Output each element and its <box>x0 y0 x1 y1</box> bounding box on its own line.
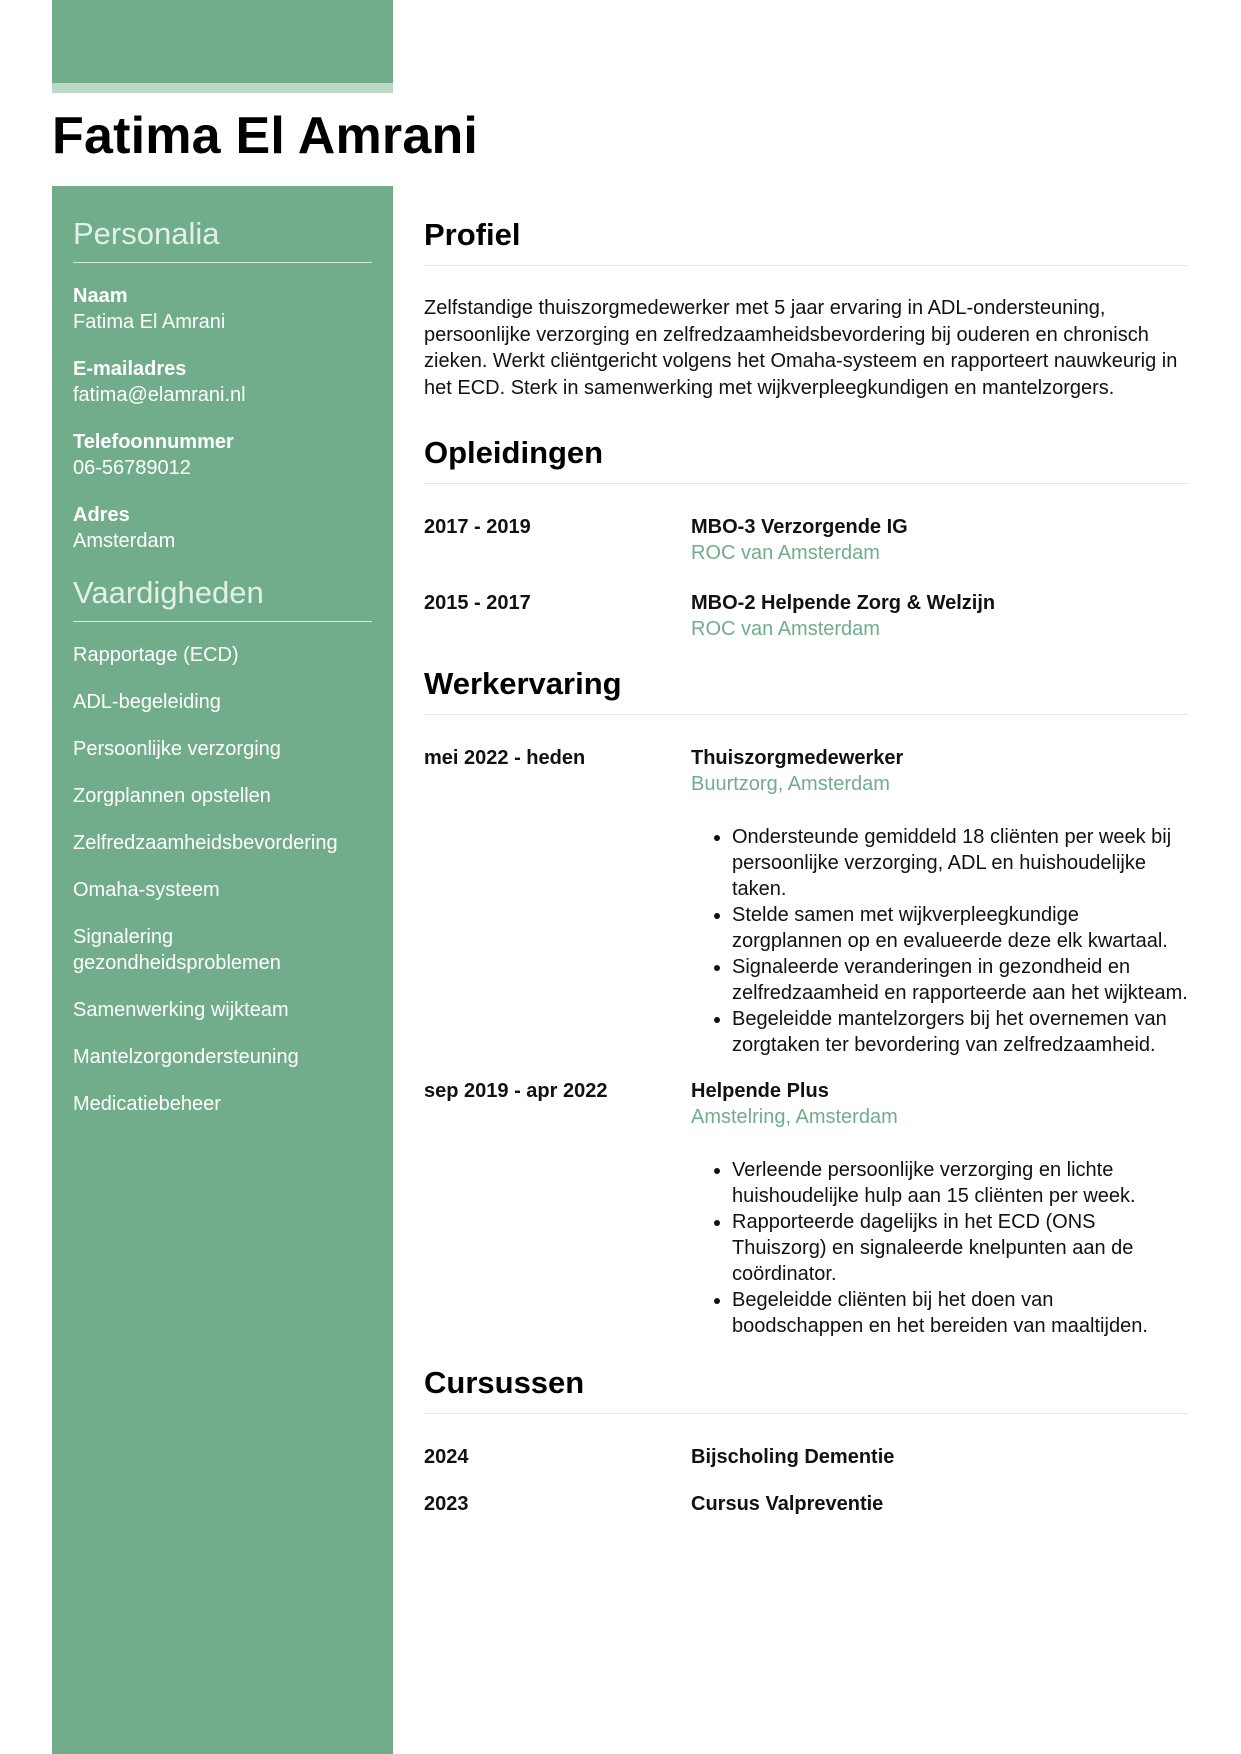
skill-item: Persoonlijke verzorging <box>73 738 281 760</box>
bullet-item: • Begeleidde mantelzorgers bij het overnemen van zorgtaken ter bevordering van zelfredzaamheid. <box>732 1006 1188 1058</box>
entry-body <box>691 745 1188 1058</box>
education-list <box>424 514 1188 642</box>
personalia-label: Adres <box>73 504 130 526</box>
entry-title: MBO-2 Helpende Zorg & Welzijn <box>691 592 996 614</box>
bullet-item: • Ondersteunde gemiddeld 18 cliënten per week bij persoonlijke verzorging, ADL en huishoudelijke taken. <box>732 824 1188 902</box>
skills-list <box>73 642 372 1117</box>
work-list <box>424 745 1188 1339</box>
skill-item: Omaha-systeem <box>73 879 220 901</box>
profile-section <box>424 217 1188 401</box>
course-entry <box>424 1491 1188 1517</box>
personalia-label: Naam <box>73 285 128 307</box>
entry-body <box>691 1444 1188 1470</box>
work-entry <box>424 1078 1188 1339</box>
skill-item: Mantelzorgondersteuning <box>73 1046 299 1068</box>
personalia-item-adres <box>73 502 372 554</box>
entry-date: 2024 <box>424 1446 469 1468</box>
bullet-item: • Verleende persoonlijke verzorging en lichte huishoudelijke hulp aan 15 cliënten per week. <box>732 1157 1188 1209</box>
education-entry <box>424 590 1188 642</box>
personalia-value: Fatima El Amrani <box>73 311 226 333</box>
entry-employer: Buurtzorg, Amsterdam <box>691 773 890 795</box>
entry-bullets <box>691 824 1188 1058</box>
education-entry <box>424 514 1188 566</box>
course-entry <box>424 1444 1188 1470</box>
entry-employer: Amstelring, Amsterdam <box>691 1106 898 1128</box>
courses-list <box>424 1444 1188 1517</box>
education-section <box>424 435 1188 642</box>
courses-title: Cursussen <box>424 1365 1188 1414</box>
entry-date: sep 2019 - apr 2022 <box>424 1080 608 1102</box>
entry-date: mei 2022 - heden <box>424 747 586 769</box>
skill-item: Rapportage (ECD) <box>73 644 239 666</box>
personalia-label: E-mailadres <box>73 358 187 380</box>
bullet-item: • Stelde samen met wijkverpleegkundige zorgplannen op en evalueerde deze elk kwartaal. <box>732 902 1188 954</box>
entry-bullets <box>691 1157 1188 1339</box>
profile-text: Zelfstandige thuiszorgmedewerker met 5 jaar ervaring in ADL-ondersteuning, persoonlijke verzorging en zelfredzaamheidsbevordering bij ouderen en chronisch zieken. Werkt cliëntgericht volgens het Omaha-systeem en rapporteert nauwkeurig in het ECD. Sterk in samenwerking met wijkverpleegkundigen en mantelzorgers. <box>424 297 1178 399</box>
entry-title: Helpende Plus <box>691 1080 829 1102</box>
skills-heading: Vaardigheden <box>73 575 372 622</box>
entry-body <box>691 1078 1188 1339</box>
skill-item: Zorgplannen opstellen <box>73 785 271 807</box>
skill-item: Samenwerking wijkteam <box>73 999 289 1021</box>
entry-body <box>691 590 1188 642</box>
entry-date: 2015 - 2017 <box>424 592 531 614</box>
education-title: Opleidingen <box>424 435 1188 484</box>
personalia-label: Telefoonnummer <box>73 431 234 453</box>
header-accent-stripe <box>52 83 393 93</box>
main-content <box>424 186 1188 1538</box>
entry-title: Bijscholing Dementie <box>691 1446 895 1468</box>
entry-institution: ROC van Amsterdam <box>691 542 880 564</box>
profile-title: Profiel <box>424 217 1188 266</box>
personalia-value: fatima@elamrani.nl <box>73 384 246 406</box>
entry-institution: ROC van Amsterdam <box>691 618 880 640</box>
personalia-item-telefoon <box>73 429 372 481</box>
skill-item: ADL-begeleiding <box>73 691 221 713</box>
work-title: Werkervaring <box>424 666 1188 715</box>
entry-date: 2017 - 2019 <box>424 516 531 538</box>
candidate-name: Fatima El Amrani <box>52 107 479 165</box>
sidebar <box>52 186 393 1754</box>
personalia-value: Amsterdam <box>73 530 176 552</box>
skill-item: Medicatiebeheer <box>73 1093 221 1115</box>
bullet-item: • Rapporteerde dagelijks in het ECD (ONS Thuiszorg) en signaleerde knelpunten aan de coördinator. <box>732 1209 1188 1287</box>
personalia-heading: Personalia <box>73 216 372 263</box>
skill-item: Signalering gezondheidsproblemen <box>73 926 281 974</box>
bullet-item: • Signaleerde veranderingen in gezondheid en zelfredzaamheid en rapporteerde aan het wijkteam. <box>732 954 1188 1006</box>
header-accent-block <box>52 0 393 83</box>
personalia-value: 06-56789012 <box>73 457 191 479</box>
work-section <box>424 666 1188 1339</box>
entry-date: 2023 <box>424 1493 469 1515</box>
entry-title: Thuiszorgmedewerker <box>691 747 904 769</box>
bullet-item: • Begeleidde cliënten bij het doen van boodschappen en het bereiden van maaltijden. <box>732 1287 1188 1339</box>
skill-item: Zelfredzaamheidsbevordering <box>73 832 338 854</box>
entry-title: MBO-3 Verzorgende IG <box>691 516 908 538</box>
entry-body <box>691 514 1188 566</box>
entry-title: Cursus Valpreventie <box>691 1493 884 1515</box>
courses-section <box>424 1365 1188 1517</box>
entry-body <box>691 1491 1188 1517</box>
personalia-list <box>73 283 372 554</box>
personalia-item-naam <box>73 283 372 335</box>
work-entry <box>424 745 1188 1058</box>
personalia-item-email <box>73 356 372 408</box>
